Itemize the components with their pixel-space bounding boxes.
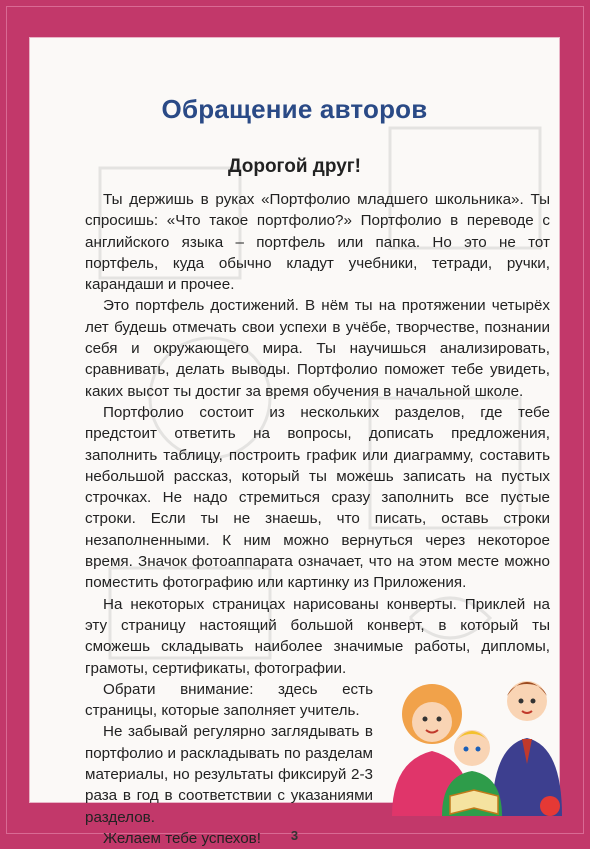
paragraph: На некоторых страницах нарисованы конверты. Приклей на эту страницу настоящий большой конверт, в который ты сможешь складывать наиболее значимые работы, дипломы, грамоты, сертификаты, фотографии. (85, 595, 550, 677)
page-title: Обращение авторов (161, 94, 428, 124)
paragraph: Не забывай регулярно заглядывать в портфолио и раскладывать по разделам материалы, но результаты фиксируй 2-3 раза в год в соответствии с указаниями разделов. (85, 723, 373, 826)
paragraph: Это портфель достижений. В нём ты на протяжении четырёх лет будешь отмечать свои успехи в учёбе, творчестве, познании себя и окружающего мира. Ты научишься анализировать, сравнивать, делать выводы. Портфолио поможет тебе увидеть, каких высот ты достиг за время обучения в начальной школе. (85, 297, 550, 400)
paragraph: Ты держишь в руках «Портфолио младшего школьника». Ты спросишь: «Что такое портфолио?» Портфолио в переводе с английского языка – портфель или папка. Но это не тот портфель, куда обычно кладут учебники, тетради, ручки, карандаши и прочее. (85, 191, 550, 294)
page-number: 3 (290, 828, 299, 843)
page-sheet (30, 38, 559, 847)
paragraph: Портфолио состоит из нескольких разделов, где тебе предстоит ответить на вопросы, дописать предложения, заполнить таблицу, построить график или диаграмму, составить небольшой рассказ, который ты можешь записать на пустых строчках. Не надо стремиться сразу заполнить все пустые строки. Если ты не знаешь, что писать, оставь строки незаполненными. К ним можно вернуться через некоторое время. Значок фотоаппарата означает, что на этом месте можно поместить фотографию или картинку из Приложения. (85, 403, 550, 592)
family-illustration (382, 646, 562, 816)
paragraph: Желаем тебе успехов! (103, 829, 261, 847)
greeting-heading: Дорогой друг! (227, 156, 362, 177)
paragraph: Обрати внимание: здесь есть страницы, которые заполняет учитель. (85, 680, 373, 720)
